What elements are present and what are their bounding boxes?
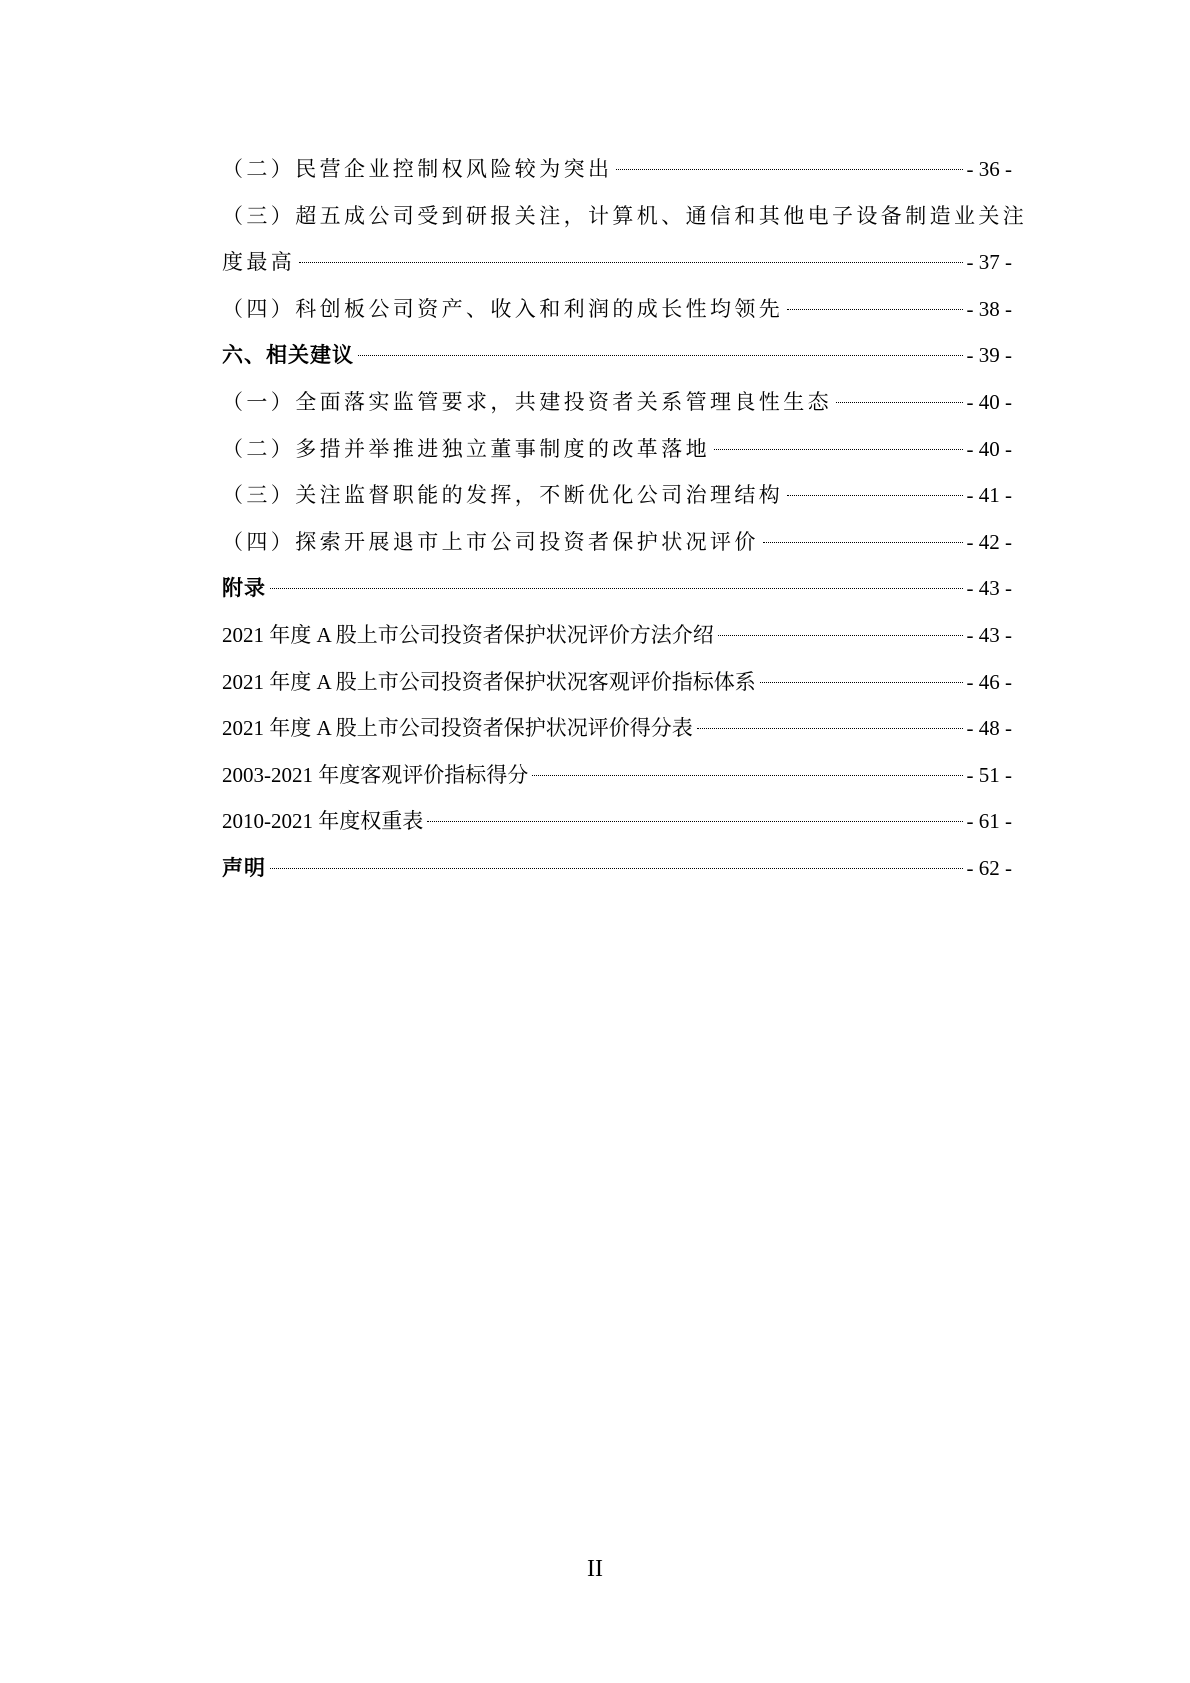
toc-entry-title: 2003-2021 年度客观评价指标得分	[222, 762, 529, 787]
dot-leader	[427, 821, 962, 822]
dot-leader	[270, 588, 963, 589]
table-of-contents	[222, 146, 1028, 892]
toc-entry-section[interactable]	[222, 332, 1012, 379]
toc-entry-title-line2: 度最高	[222, 250, 296, 275]
dot-leader	[714, 449, 963, 450]
toc-entry-title: 2021 年度 A 股上市公司投资者保护状况评价方法介绍	[222, 622, 714, 647]
toc-entry-page: - 39 -	[966, 343, 1012, 368]
toc-entry[interactable]	[222, 472, 1012, 519]
dot-leader	[299, 262, 962, 263]
toc-entry-title: 声明	[222, 855, 266, 880]
dot-leader	[763, 542, 963, 543]
toc-entry[interactable]	[222, 426, 1012, 473]
toc-entry[interactable]	[222, 146, 1012, 193]
toc-entry-title: 附录	[222, 576, 266, 601]
dot-leader	[718, 635, 963, 636]
toc-entry[interactable]	[222, 286, 1012, 333]
toc-entry-title: 2010-2021 年度权重表	[222, 809, 424, 834]
toc-entry[interactable]	[222, 379, 1012, 426]
dot-leader	[836, 402, 963, 403]
toc-entry-appendix[interactable]	[222, 705, 1012, 752]
toc-entry-title: （二）民营企业控制权风险较为突出	[222, 157, 613, 181]
toc-entry-page: - 41 -	[966, 483, 1012, 508]
toc-entry-page: - 62 -	[966, 855, 1012, 880]
dot-leader	[787, 495, 962, 496]
dot-leader	[270, 868, 963, 869]
toc-entry-page: - 48 -	[966, 716, 1012, 741]
toc-entry-page: - 42 -	[966, 529, 1012, 554]
toc-entry-page: - 61 -	[966, 809, 1012, 834]
toc-entry-page: - 43 -	[966, 622, 1012, 647]
toc-entry-page: - 37 -	[966, 250, 1012, 275]
toc-entry[interactable]	[222, 193, 1028, 286]
dot-leader	[358, 355, 963, 356]
dot-leader	[697, 728, 963, 729]
toc-entry-section[interactable]	[222, 845, 1012, 892]
toc-entry-title: （二）多措并举推进独立董事制度的改革落地	[222, 436, 710, 461]
toc-entry-page: - 38 -	[966, 296, 1012, 321]
toc-entry-title-line1: （三）超五成公司受到研报关注，计算机、通信和其他电子设备制造业关注	[222, 203, 1028, 228]
toc-entry-appendix[interactable]	[222, 659, 1012, 706]
toc-entry-page: - 36 -	[966, 157, 1012, 181]
toc-entry-title: （四）探索开展退市上市公司投资者保护状况评价	[222, 529, 759, 554]
dot-leader	[616, 169, 962, 170]
toc-entry-title: （一）全面落实监管要求，共建投资者关系管理良性生态	[222, 389, 832, 414]
toc-entry-page: - 51 -	[966, 762, 1012, 787]
dot-leader	[787, 309, 962, 310]
toc-entry[interactable]	[222, 519, 1012, 566]
toc-entry-title: （三）关注监督职能的发挥，不断优化公司治理结构	[222, 483, 784, 508]
toc-entry-section[interactable]	[222, 565, 1012, 612]
page-number: II	[587, 1556, 603, 1582]
toc-entry-page: - 40 -	[966, 389, 1012, 414]
toc-entry-page: - 43 -	[966, 576, 1012, 601]
dot-leader	[760, 682, 963, 683]
toc-entry-appendix[interactable]	[222, 798, 1012, 845]
toc-entry-appendix[interactable]	[222, 752, 1012, 799]
toc-entry-title: 六、相关建议	[222, 343, 354, 368]
toc-entry-title: （四）科创板公司资产、收入和利润的成长性均领先	[222, 296, 784, 321]
dot-leader	[532, 775, 962, 776]
toc-entry-title: 2021 年度 A 股上市公司投资者保护状况评价得分表	[222, 716, 693, 741]
toc-entry-title: 2021 年度 A 股上市公司投资者保护状况客观评价指标体系	[222, 669, 756, 694]
toc-entry-appendix[interactable]	[222, 612, 1012, 659]
toc-entry-page: - 46 -	[966, 669, 1012, 694]
toc-entry-page: - 40 -	[966, 436, 1012, 461]
